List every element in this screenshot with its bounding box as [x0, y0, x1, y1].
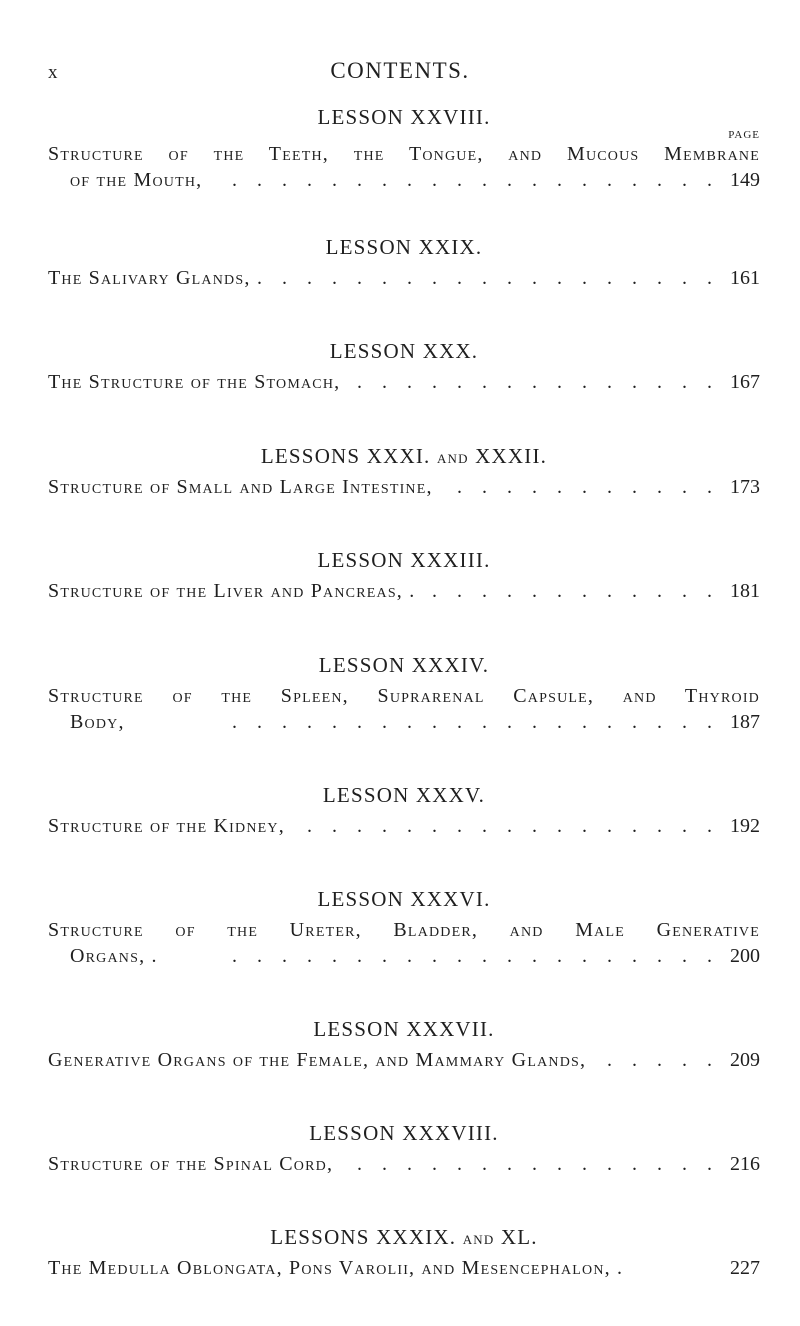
entry-title-line: Structure of the Ureter, Bladder, and Male Generative: [48, 919, 760, 941]
entry-title-line: Structure of the Spleen, Suprarenal Capsule, and Thyroid: [48, 685, 760, 707]
toc-section: [48, 103, 760, 193]
toc-section: [48, 546, 760, 604]
toc-section: [48, 337, 760, 395]
lesson-heading-conjunction: and: [462, 1228, 495, 1249]
entry-title-line: Structure of the Spinal Cord,: [48, 1153, 334, 1175]
entry-title-line: Structure of the Teeth, the Tongue, and Mucous Membrane: [48, 143, 760, 165]
page-number: 173: [730, 476, 760, 498]
dot-leader: [421, 578, 712, 604]
dot-leader: [346, 369, 712, 395]
page-folio: x: [48, 62, 59, 83]
entry-title-line: Structure of Small and Large Intestine,: [48, 476, 433, 498]
toc-section: [48, 885, 760, 969]
lesson-heading-part: LESSONS XXXI.: [260, 444, 431, 468]
lesson-heading-conjunction: and: [436, 447, 469, 468]
entry-title-line: The Medulla Oblongata, Pons Varolii, and Mesencephalon, .: [48, 1257, 624, 1279]
lesson-heading: LESSON XXXIII.: [317, 548, 491, 572]
page-number: 149: [730, 169, 760, 191]
page-number: 200: [730, 945, 760, 967]
entry-title-line: The Structure of the Stomach,: [48, 371, 341, 393]
toc-entry[interactable]: [48, 1047, 760, 1073]
toc-section: [48, 781, 760, 839]
entry-title-line: Generative Organs of the Female, and Mammary Glands,: [48, 1049, 587, 1071]
entry-title-line: The Salivary Glands,: [48, 267, 251, 289]
toc-entry[interactable]: [48, 917, 760, 969]
entry-title-line: Organs, .: [70, 945, 158, 967]
toc-entry[interactable]: [48, 813, 760, 839]
toc-entry[interactable]: [48, 265, 760, 291]
lesson-heading: LESSON XXXIV.: [318, 653, 490, 677]
lesson-heading: LESSON XXVIII.: [317, 105, 491, 129]
toc-section: [48, 442, 760, 500]
lesson-heading: LESSON XXX.: [329, 339, 479, 363]
dot-leader: [208, 167, 712, 193]
lesson-heading: LESSON XXXV.: [322, 783, 486, 807]
page-column-label: PAGE: [728, 129, 760, 141]
entry-title-line: Body,: [70, 711, 125, 733]
toc-entry[interactable]: [48, 1255, 760, 1281]
toc-section: [48, 1119, 760, 1177]
toc-entry[interactable]: [48, 578, 760, 604]
toc-entry[interactable]: [48, 369, 760, 395]
page-number: 227: [730, 1257, 760, 1279]
page-number: 192: [730, 815, 760, 837]
dot-leader: [291, 813, 712, 839]
toc-section: [48, 651, 760, 735]
page-number: 216: [730, 1153, 760, 1175]
dot-leader: [257, 265, 712, 291]
lesson-heading: LESSON XXXVII.: [313, 1017, 495, 1041]
entry-title-line: Structure of the Liver and Pancreas, .: [48, 580, 416, 602]
page-header: [0, 58, 800, 88]
dot-leader: [439, 474, 712, 500]
toc-section: [48, 1223, 760, 1281]
toc-section: [48, 1015, 760, 1073]
lesson-heading-part: XXXII.: [475, 444, 548, 468]
entry-title-line: of the Mouth,: [70, 169, 203, 191]
dot-leader: [131, 709, 712, 735]
running-title: CONTENTS.: [330, 58, 470, 83]
lesson-heading-part: LESSONS XXXIX.: [270, 1225, 457, 1249]
lesson-heading: LESSON XXXVI.: [317, 887, 491, 911]
lesson-heading: LESSON XXXVIII.: [309, 1121, 499, 1145]
dot-leader: [339, 1151, 712, 1177]
toc-section: [48, 233, 760, 291]
dot-leader: [592, 1047, 712, 1073]
lesson-heading: [48, 442, 760, 470]
toc-entry[interactable]: [48, 141, 760, 193]
page-number: 161: [730, 267, 760, 289]
toc-entry[interactable]: [48, 474, 760, 500]
page-number: 187: [730, 711, 760, 733]
page-number: 167: [730, 371, 760, 393]
page-number: 181: [730, 580, 760, 602]
page-number: 209: [730, 1049, 760, 1071]
toc-entry[interactable]: [48, 1151, 760, 1177]
dot-leader: [164, 943, 712, 969]
lesson-heading: LESSON XXIX.: [325, 235, 483, 259]
entry-title-line: Structure of the Kidney,: [48, 815, 285, 837]
lesson-heading: [48, 1223, 760, 1251]
toc-entry[interactable]: [48, 683, 760, 735]
lesson-heading-part: XL.: [500, 1225, 538, 1249]
